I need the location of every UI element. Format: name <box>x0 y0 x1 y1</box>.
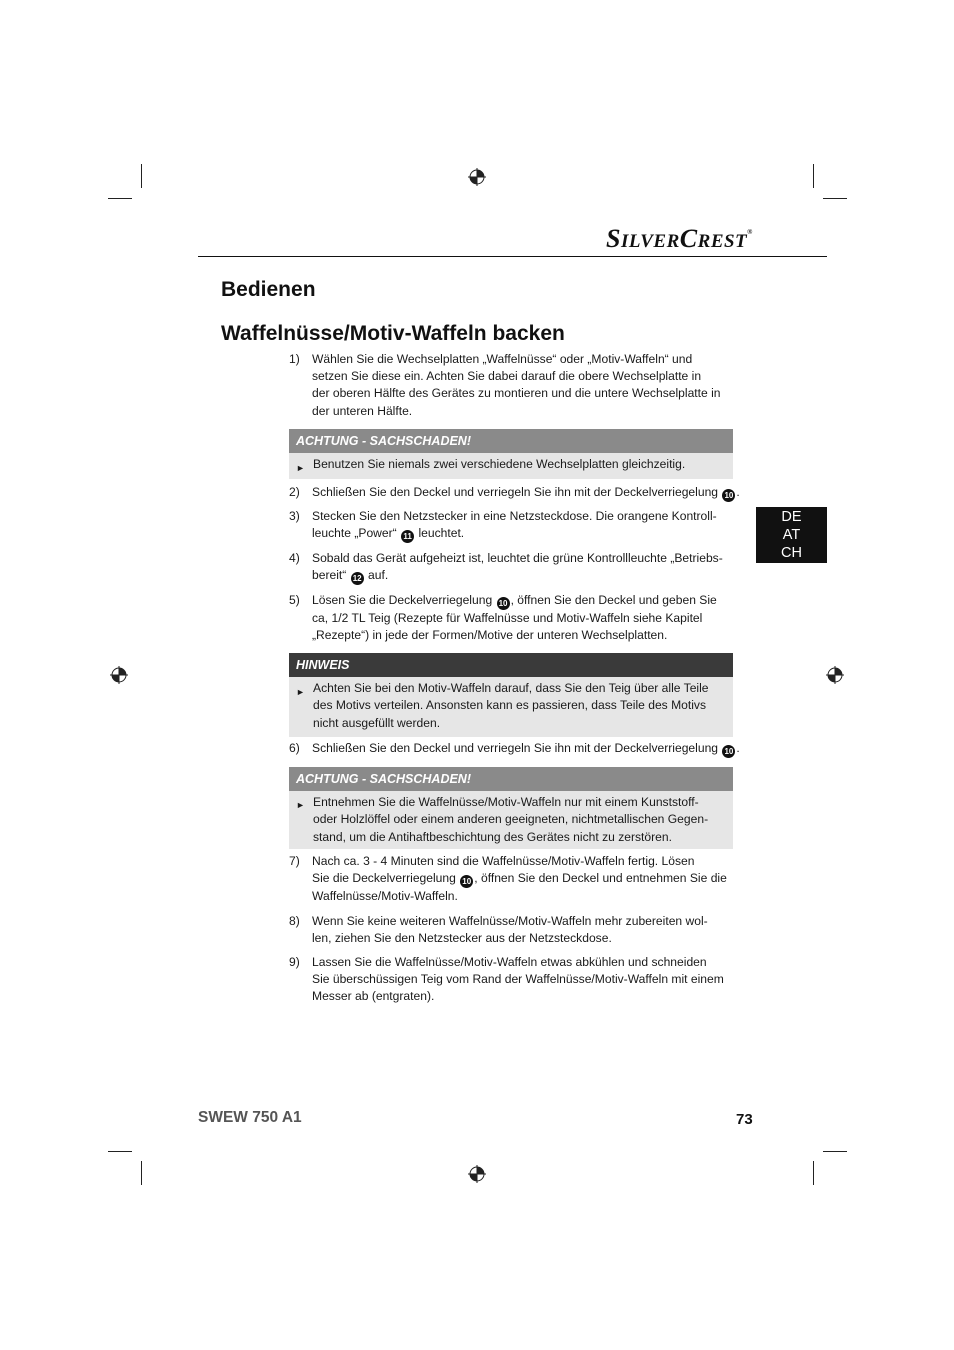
section-title: Bedienen <box>221 278 316 301</box>
step-text: Schließen Sie den Deckel und verriegeln Sie ihn mit der Deckelverriegelung 10 . <box>312 741 740 756</box>
step-number: 4) <box>289 551 300 565</box>
part-reference-icon: 10 <box>722 745 735 758</box>
step-number: 5) <box>289 593 300 607</box>
step-number: 2) <box>289 485 300 499</box>
step-line: Messer ab (entgraten). <box>312 989 435 1004</box>
notice-line: stand, um die Antihaftbeschichtung des Gerätes nicht zu zerstören. <box>313 829 672 844</box>
step-number: 7) <box>289 854 300 868</box>
crop-mark <box>108 198 132 199</box>
step-text <box>312 351 735 420</box>
step-number: 9) <box>289 955 300 969</box>
bullet-arrow-icon: ► <box>296 800 305 810</box>
step-line: len, ziehen Sie den Netzstecker aus der Netzsteckdose. <box>312 931 612 946</box>
language-code: AT <box>782 527 801 543</box>
language-tab <box>756 507 827 563</box>
notice-title: ACHTUNG - SACHSCHADEN! <box>289 429 733 453</box>
notice-line: des Motivs verteilen. Ansonsten kann es passieren, dass Teile des Motivs <box>313 698 707 713</box>
brand-logo: SILVERCREST® <box>606 224 753 253</box>
step-line: der oberen Hälfte des Gerätes zu montieren und die untere Wechselplatte in <box>312 386 721 401</box>
step-line: setzen Sie diese ein. Achten Sie dabei darauf die obere Wechselplatte in <box>312 369 702 384</box>
registration-mark-icon <box>826 666 844 684</box>
crop-mark <box>813 164 814 188</box>
notice-body <box>289 453 733 479</box>
part-reference-icon: 11 <box>401 530 414 543</box>
step-line: Schließen Sie den Deckel und verriegeln Sie ihn mit der Deckelverriegelung <box>312 741 719 755</box>
step-line: Sie überschüssigen Teig vom Rand der Waffelnüsse/Motiv-Waffeln mit einem <box>312 972 724 987</box>
crop-mark <box>108 1151 132 1152</box>
step-line: ca, 1/2 TL Teig (Rezepte für Waffelnüsse und Motiv-Waffeln siehe Kapitel <box>312 611 703 625</box>
part-reference-icon: 10 <box>460 875 473 888</box>
crop-mark <box>141 164 142 188</box>
registration-mark-icon <box>468 168 486 186</box>
bullet-arrow-icon: ► <box>296 463 305 473</box>
step-line: Waffelnüsse/Motiv-Waffeln. <box>312 889 458 904</box>
step-line: Nach ca. 3 - 4 Minuten sind die Waffelnüsse/Motiv-Waffeln fertig. Lösen <box>312 854 695 868</box>
step-line: Wenn Sie keine weiteren Waffelnüsse/Motiv-Waffeln mehr zubereiten wol- <box>312 914 708 928</box>
crop-mark <box>141 1161 142 1185</box>
notice-body <box>289 791 733 849</box>
notice-line: Achten Sie bei den Motiv-Waffeln darauf, dass Sie den Teig über alle Teile <box>313 681 709 695</box>
part-reference-icon: 12 <box>351 572 364 585</box>
language-code: CH <box>781 545 802 561</box>
step-number: 8) <box>289 914 300 928</box>
step-line: Sobald das Gerät aufgeheizt ist, leuchtet die grüne Kontrollleuchte „Betriebs- <box>312 551 723 565</box>
registration-mark-icon <box>468 1165 486 1183</box>
notice-caution-2 <box>289 767 733 849</box>
step-text <box>312 954 735 1006</box>
part-reference-icon: 10 <box>722 489 735 502</box>
step-text: Sobald das Gerät aufgeheizt ist, leuchtet die grüne Kontrollleuchte „Betriebs- bereit“ 12 auf. <box>312 550 735 585</box>
step-number: 3) <box>289 509 300 523</box>
step-text: Stecken Sie den Netzstecker in eine Netzsteckdose. Die orangene Kontroll- leuchte „Power“ 11 leuchtet. <box>312 508 735 543</box>
language-code: DE <box>781 509 802 525</box>
step-line: der unteren Hälfte. <box>312 403 413 418</box>
crop-mark <box>813 1161 814 1185</box>
footer-model-number: SWEW 750 A1 <box>198 1109 302 1126</box>
notice-body <box>289 677 733 737</box>
header-rule <box>198 256 827 257</box>
notice-line: nicht ausgefüllt werden. <box>313 715 441 730</box>
step-line: Wählen Sie die Wechselplatten „Waffelnüsse“ oder „Motiv-Waffeln“ und <box>312 352 693 366</box>
subsection-title: Waffelnüsse/Motiv-Waffeln backen <box>221 322 565 345</box>
notice-caution-1 <box>289 429 733 479</box>
step-line: Stecken Sie den Netzstecker in eine Netzsteckdose. Die orangene Kontroll- <box>312 509 717 523</box>
step-text: Schließen Sie den Deckel und verriegeln Sie ihn mit der Deckelverriegelung 10 . <box>312 485 740 500</box>
crop-mark <box>823 198 847 199</box>
page-number: 73 <box>736 1111 753 1128</box>
notice-line: oder Holzlöffel oder einem anderen geeigneten, nichtmetallischen Gegen- <box>313 812 709 827</box>
registration-mark-icon <box>110 666 128 684</box>
step-number: 1) <box>289 352 300 366</box>
step-line: Schließen Sie den Deckel und verriegeln Sie ihn mit der Deckelverriegelung <box>312 485 719 499</box>
part-reference-icon: 10 <box>497 597 510 610</box>
step-text <box>312 913 735 947</box>
step-text: Nach ca. 3 - 4 Minuten sind die Waffelnüsse/Motiv-Waffeln fertig. Lösen Sie die Deckelverriegelung 10 , öffnen Sie den Deckel und entnehmen Sie die Waffelnüsse/Motiv-Waffeln. <box>312 853 735 905</box>
step-line: „Rezepte“) in jede der Formen/Motive der unteren Wechselplatten. <box>312 628 668 643</box>
step-line: Lassen Sie die Waffelnüsse/Motiv-Waffeln etwas abkühlen und schneiden <box>312 955 707 969</box>
notice-title: ACHTUNG - SACHSCHADEN! <box>289 767 733 791</box>
step-text: Lösen Sie die Deckelverriegelung 10 , öffnen Sie den Deckel und geben Sie ca, 1/2 TL Teig (Rezepte für Waffelnüsse und Motiv-Waffeln siehe Kapitel „Rezepte“) in jede der Formen/Motive der unteren Wechselplatten. <box>312 592 735 644</box>
notice-line: Entnehmen Sie die Waffelnüsse/Motiv-Waffeln nur mit einem Kunststoff- <box>313 795 699 809</box>
crop-mark <box>823 1151 847 1152</box>
bullet-arrow-icon: ► <box>296 687 305 697</box>
step-number: 6) <box>289 741 300 755</box>
notice-title: HINWEIS <box>289 653 733 677</box>
notice-line: Benutzen Sie niemals zwei verschiedene Wechselplatten gleichzeitig. <box>313 457 686 471</box>
notice-hint <box>289 653 733 737</box>
